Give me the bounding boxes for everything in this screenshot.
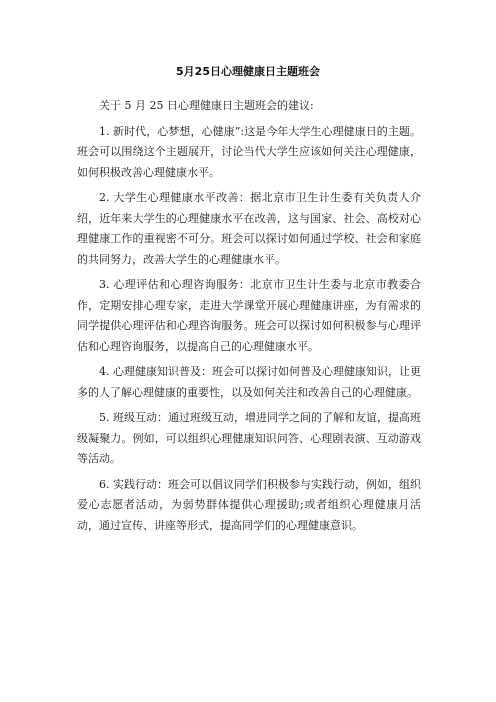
paragraph-item-4: 4. 心理健康知识普及：班会可以探讨如何普及心理健康知识，让更多的人了解心理健康的重要性，以及如何关注和改善自己的心理健康。 (77, 365, 421, 399)
document-body (77, 96, 421, 541)
paragraph-item-5: 5. 班级互动：通过班级互动，增进同学之间的了解和友谊，提高班级凝聚力。例如，可以组织心理健康知识问答、心理剧表演、互动游戏等活动。 (77, 411, 421, 465)
paragraph-item-6: 6. 实践行动：班会可以倡议同学们积极参与实践行动，例如，组织爱心志愿者活动，为弱势群体提供心理援助;或者组织心理健康月活动，通过宣传、讲座等形式，提高同学们的心理健康意识。 (77, 477, 421, 532)
paragraph-intro: 关于 5 月 25 日心理健康日主题班会的建议: (99, 99, 314, 112)
paragraph-item-3: 3. 心理评估和心理咨询服务：北京市卫生计生委与北京市教委合作，定期安排心理专家，走进大学课堂开展心理健康讲座，为有需求的同学提供心理评估和心理咨询服务。班会可以探讨如何积极参与心理评估和心理咨询服务，以提高自己的心理健康水平。 (77, 278, 421, 353)
document-title: 5月25日心理健康日主题班会 (176, 65, 320, 78)
paragraph-item-2: 2. 大学生心理健康水平改善：据北京市卫生计生委有关负责人介绍，近年来大学生的心理健康水平在改善，这与国家、社会、高校对心理健康工作的重视密不可分。班会可以探讨如何通过学校、社会和家庭的共同努力，改善大学生的心理健康水平。 (77, 191, 421, 266)
paragraph-item-1: 1. 新时代，心梦想，心健康”:这是今年大学生心理健康日的主题。班会可以围绕这个主题展开，讨论当代大学生应该如何关注心理健康，如何积极改善心理健康水平。 (77, 124, 421, 179)
